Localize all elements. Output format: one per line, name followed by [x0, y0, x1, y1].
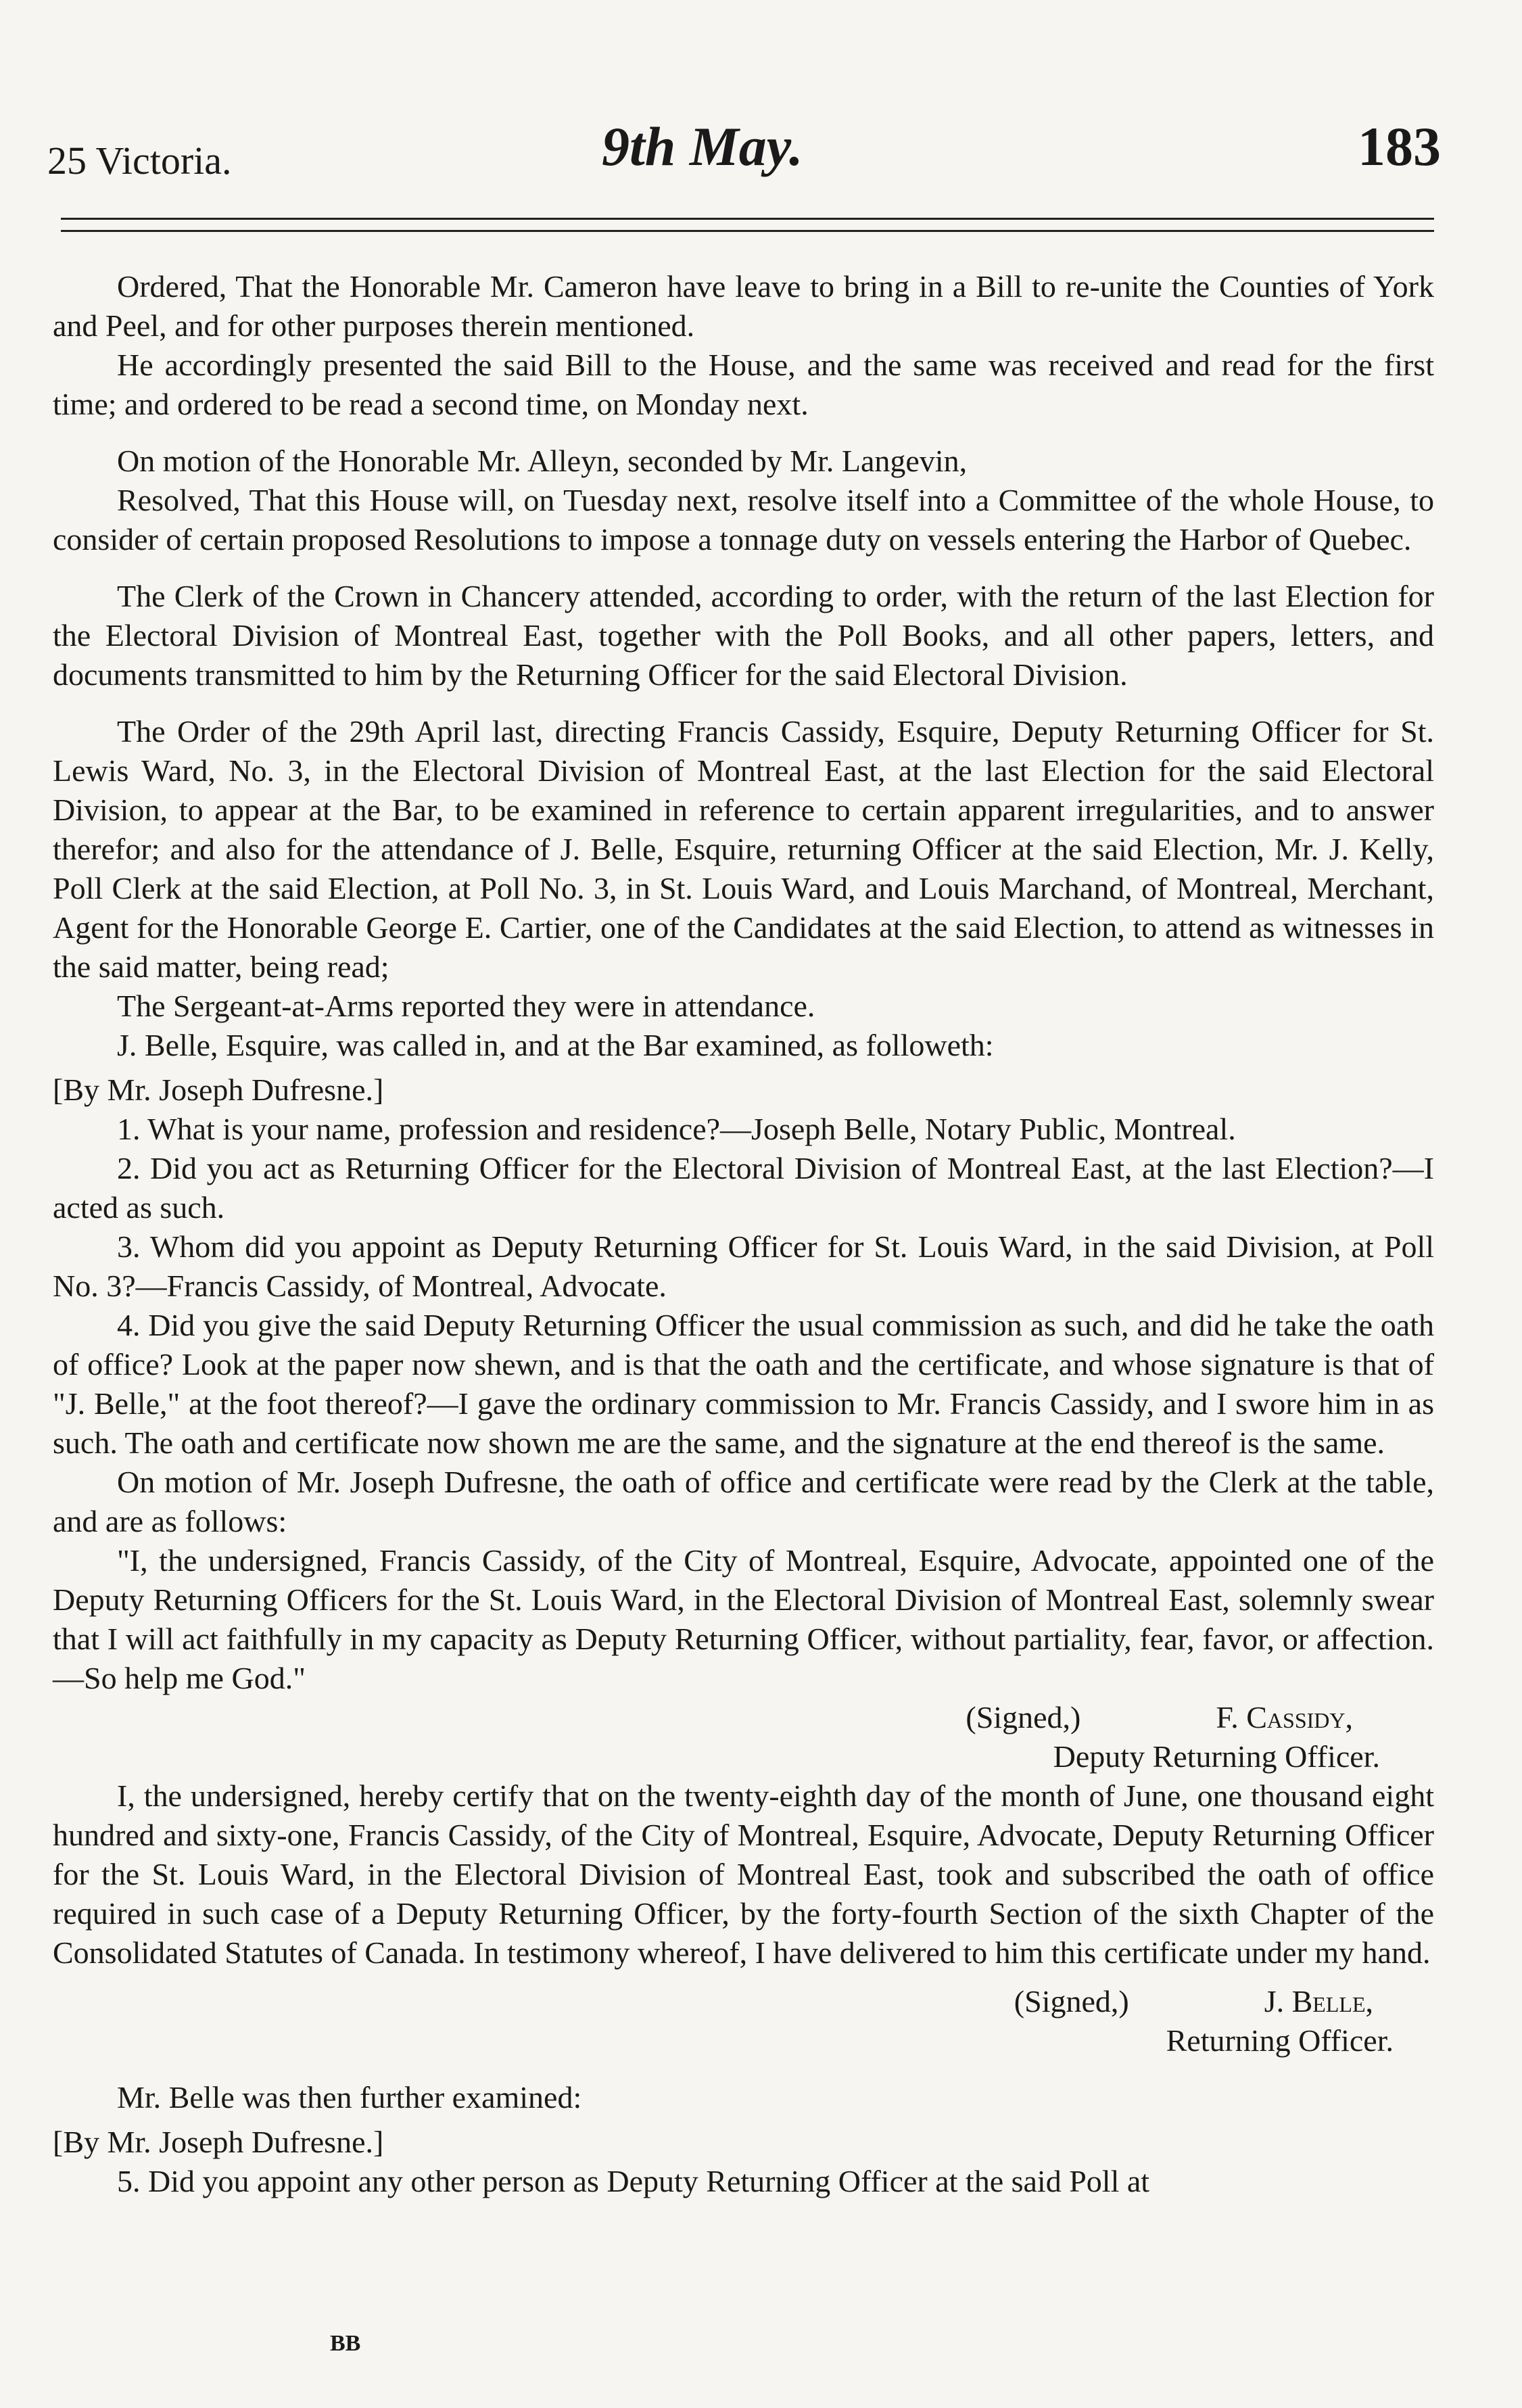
certificate-text: I, the undersigned, hereby certify that on the twenty-eighth day of the month of June, one thousand eight hundred and sixty-one, Francis Cassidy, of the City of Montreal, Esquire, Advocate, Deputy Returning Officer for the St. Louis Ward, in the Electoral Division of Montreal East, took and subscribed the oath of office required in such case of a Deputy Returning Officer, by the forty-fourth Section of the sixth Chapter of the Consolidated Statutes of Canada. In testimony whereof, I have delivered to him this certificate under my hand.	[53, 1778, 1434, 1970]
running-header	[47, 115, 1441, 196]
header-rule-top	[61, 218, 1434, 220]
header-session: 25 Victoria.	[47, 139, 232, 183]
signatory-name: F. Cassidy,	[1216, 1700, 1353, 1734]
signature-block-belle	[53, 1982, 1373, 2021]
paragraph: On motion of Mr. Joseph Dufresne, the oath of office and certificate were read by the Clerk at the table, and are as follows:	[53, 1465, 1434, 1538]
signatory-title: Deputy Returning Officer.	[1053, 1739, 1380, 1774]
signed-label: (Signed,)	[966, 1700, 1081, 1734]
question: 4. Did you give the said Deputy Returning Officer the usual commission as such, and did he take the oath of office? Look at the paper now shewn, and is that the oath and the certificate, and whose signature is that of "J. Belle," at the foot thereof?—I gave the ordinary commission to Mr. Francis Cassidy, and I swore him in as such. The oath and certificate now shown me are the same, and the signature at the end thereof is the same.	[53, 1308, 1434, 1460]
question: 3. Whom did you appoint as Deputy Returning Officer for St. Louis Ward, in the said Division, at Poll No. 3?—Francis Cassidy, of Montreal, Advocate.	[53, 1229, 1434, 1303]
journal-text	[53, 267, 1434, 2201]
oath-text: "I, the undersigned, Francis Cassidy, of the City of Montreal, Esquire, Advocate, appointed one of the Deputy Returning Officers for the St. Louis Ward, in the Electoral Division of Montreal East, solemnly swear that I will act faithfully in my capacity as Deputy Returning Officer, without partiality, fear, favor, or affection.—So help me God."	[53, 1543, 1434, 1695]
examiner-label: [By Mr. Joseph Dufresne.]	[53, 1072, 384, 1107]
paragraph: The Clerk of the Crown in Chancery attended, according to order, with the return of the last Election for the Electoral Division of Montreal East, together with the Poll Books, and all other papers, letters, and documents transmitted to him by the Returning Officer for the said Electoral Division.	[53, 579, 1434, 692]
paragraph: On motion of the Honorable Mr. Alleyn, seconded by Mr. Langevin,	[117, 444, 968, 478]
paragraph: He accordingly presented the said Bill to the House, and the same was received and read for the first time; and ordered to be read a second time, on Monday next.	[53, 348, 1434, 421]
signature-mark: BB	[330, 2331, 361, 2356]
page-number: 183	[1358, 116, 1441, 177]
question: 5. Did you appoint any other person as Deputy Returning Officer at the said Poll at	[117, 2164, 1150, 2198]
question: 2. Did you act as Returning Officer for the Electoral Division of Montreal East, at the last Election?—I acted as such.	[53, 1151, 1434, 1225]
paragraph: Ordered, That the Honorable Mr. Cameron have leave to bring in a Bill to re-unite the Counties of York and Peel, and for other purposes therein mentioned.	[53, 269, 1434, 343]
header-date: 9th May.	[602, 116, 803, 177]
signed-label: (Signed,)	[1014, 1984, 1129, 2019]
signature-block-cassidy	[53, 1698, 1353, 1737]
header-rule-bottom	[61, 230, 1434, 232]
paragraph: Resolved, That this House will, on Tuesday next, resolve itself into a Committee of the whole House, to consider of certain proposed Resolutions to impose a tonnage duty on vessels entering the Harbor of Quebec.	[53, 483, 1434, 557]
paragraph: The Sergeant-at-Arms reported they were in attendance.	[117, 989, 815, 1023]
question: 1. What is your name, profession and residence?—Joseph Belle, Notary Public, Montreal.	[117, 1112, 1236, 1146]
examiner-label: [By Mr. Joseph Dufresne.]	[53, 2125, 384, 2159]
signatory-name: J. Belle,	[1264, 1984, 1373, 2019]
paragraph: J. Belle, Esquire, was called in, and at the Bar examined, as followeth:	[117, 1028, 994, 1062]
paragraph: Mr. Belle was then further examined:	[117, 2080, 582, 2115]
signatory-title: Returning Officer.	[1166, 2023, 1394, 2058]
paragraph: The Order of the 29th April last, directing Francis Cassidy, Esquire, Deputy Returning Officer for St. Lewis Ward, No. 3, in the Electoral Division of Montreal East, at the last Election for the said Electoral Division, to appear at the Bar, to be examined in reference to certain apparent irregularities, and to answer therefor; and also for the attendance of J. Belle, Esquire, returning Officer at the said Election, Mr. J. Kelly, Poll Clerk at the said Election, at Poll No. 3, in St. Louis Ward, and Louis Marchand, of Montreal, Merchant, Agent for the Honorable George E. Cartier, one of the Candidates at the said Election, to attend as witnesses in the said matter, being read;	[53, 714, 1434, 984]
